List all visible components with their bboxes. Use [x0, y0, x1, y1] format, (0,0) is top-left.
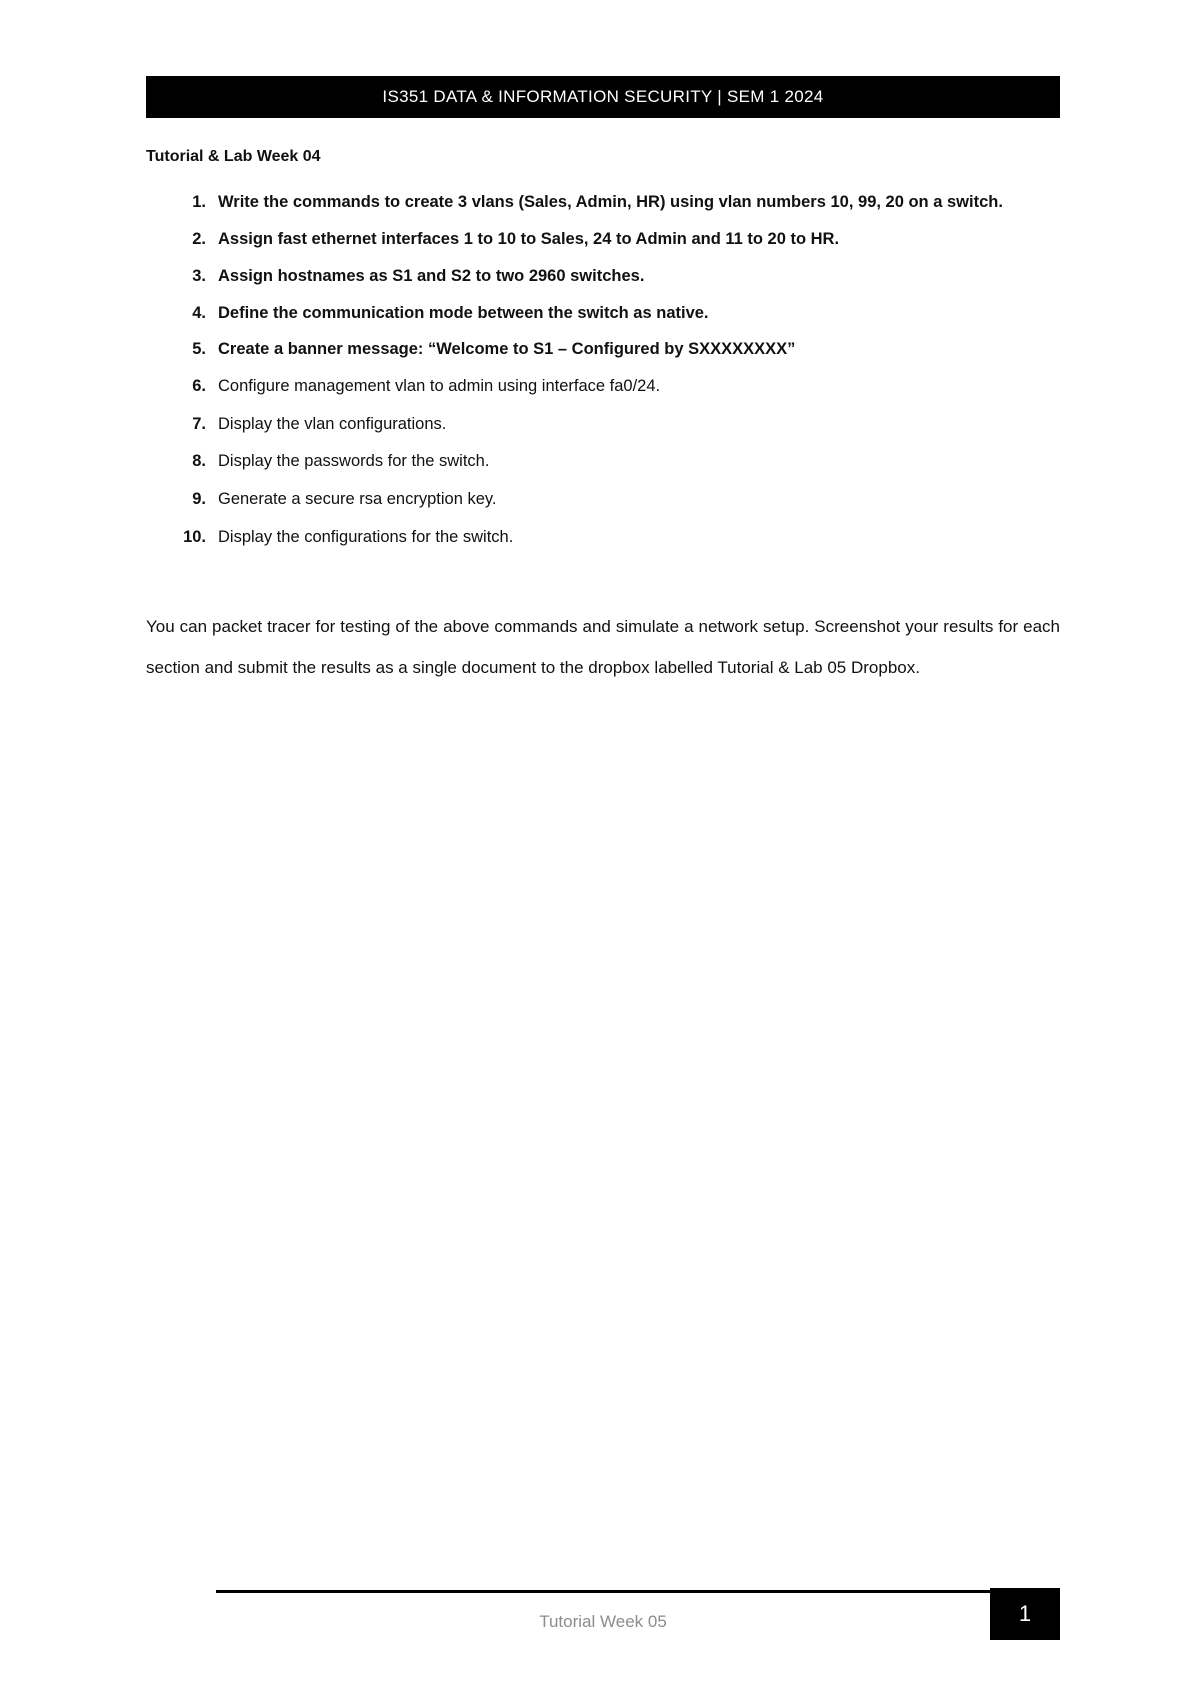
- task-number: 10.: [183, 528, 206, 546]
- task-text: Create a banner message: “Welcome to S1 – Configured by SXXXXXXXX”: [218, 340, 796, 358]
- page-header-bar: [146, 76, 1060, 118]
- task-number: 9.: [192, 490, 206, 508]
- task-item: [146, 337, 1060, 361]
- task-text: Assign fast ethernet interfaces 1 to 10 to Sales, 24 to Admin and 11 to 20 to HR.: [218, 230, 840, 248]
- task-item: [146, 301, 1060, 325]
- task-number: 6.: [192, 377, 206, 395]
- task-number: 1.: [192, 193, 206, 211]
- task-number: 4.: [192, 304, 206, 322]
- document-title: Tutorial & Lab Week 04: [146, 148, 321, 165]
- page-number-box: [990, 1588, 1060, 1640]
- task-item: [146, 264, 1060, 288]
- task-number: 2.: [192, 230, 206, 248]
- task-text: Assign hostnames as S1 and S2 to two 2960 switches.: [218, 267, 645, 285]
- footer-divider: [216, 1590, 990, 1593]
- footer-label: Tutorial Week 05: [539, 1612, 667, 1631]
- task-item: [146, 227, 1060, 251]
- task-list: [146, 190, 1060, 549]
- task-number: 5.: [192, 340, 206, 358]
- task-text: Display the passwords for the switch.: [218, 452, 490, 470]
- course-title: IS351 DATA & INFORMATION SECURITY | SEM 1 2024: [382, 87, 824, 106]
- task-number: 7.: [192, 415, 206, 433]
- task-text: Display the configurations for the switch.: [218, 528, 514, 546]
- task-text: Generate a secure rsa encryption key.: [218, 490, 497, 508]
- task-item: [146, 525, 1060, 549]
- task-text: Display the vlan configurations.: [218, 415, 447, 433]
- task-item: [146, 374, 1060, 398]
- task-number: 8.: [192, 452, 206, 470]
- task-text: Define the communication mode between the switch as native.: [218, 304, 709, 322]
- instructions-paragraph: You can packet tracer for testing of the above commands and simulate a network setup. Screenshot your results for each section and submit the results as a single document to the dropbox labelled Tutorial & Lab 05 Dropbox.: [146, 617, 1060, 677]
- task-text: Configure management vlan to admin using interface fa0/24.: [218, 377, 661, 395]
- task-text: Write the commands to create 3 vlans (Sales, Admin, HR) using vlan numbers 10, 99, 20 on a switch.: [218, 193, 1003, 211]
- task-number: 3.: [192, 267, 206, 285]
- task-item: [146, 190, 1060, 214]
- page-number: 1: [1018, 1601, 1032, 1626]
- task-item: [146, 449, 1060, 473]
- task-item: [146, 412, 1060, 436]
- task-item: [146, 487, 1060, 511]
